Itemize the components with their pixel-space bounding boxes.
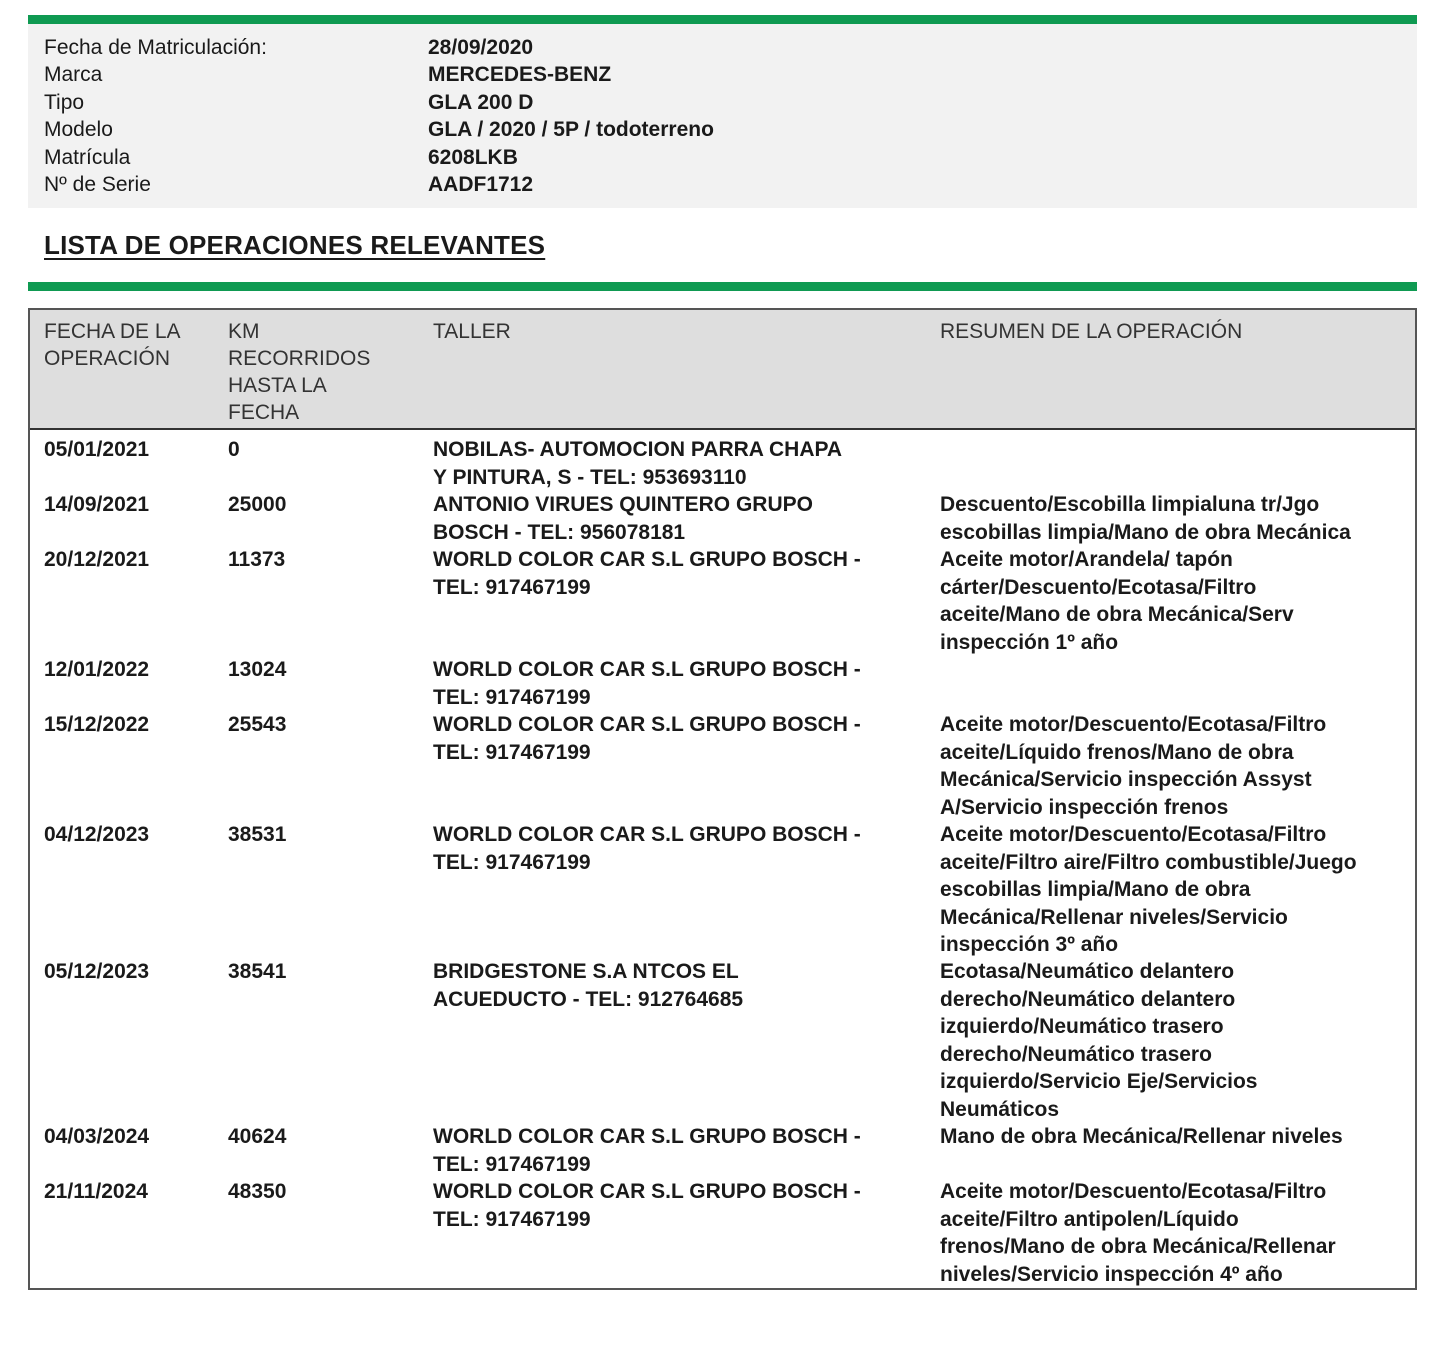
table-header [30, 310, 1415, 430]
cell-resumen-line: aceite/Filtro antipolen/Líquido [940, 1207, 1239, 1231]
cell-km-line: 38531 [228, 823, 287, 846]
cell-taller-line: BRIDGESTONE S.A NTCOS EL [433, 960, 739, 983]
cell-taller [433, 711, 923, 766]
operations-table [28, 308, 1417, 1290]
cell-resumen-line: A/Servicio inspección frenos [940, 795, 1229, 819]
cell-km-line: 48350 [228, 1180, 287, 1203]
cell-taller-line: TEL: 917467199 [433, 575, 591, 599]
cell-taller-line: WORLD COLOR CAR S.L GRUPO BOSCH - [433, 658, 861, 681]
header-resumen-line: RESUMEN DE LA OPERACIÓN [940, 320, 1243, 343]
cell-fecha-line: 14/09/2021 [44, 493, 150, 516]
header-km-line: RECORRIDOS [228, 347, 371, 370]
cell-taller-line: TEL: 917467199 [433, 685, 591, 709]
cell-resumen-line: Neumáticos [940, 1097, 1060, 1121]
field-label: Matrícula [44, 146, 131, 169]
cell-fecha-line: 12/01/2022 [44, 658, 150, 681]
cell-fecha-line: 04/03/2024 [44, 1125, 150, 1148]
header-fecha [44, 318, 181, 372]
field-label: Fecha de Matriculación: [44, 36, 267, 59]
cell-taller-line: ACUEDUCTO - TEL: 912764685 [433, 987, 744, 1011]
cell-taller-line: TEL: 917467199 [433, 850, 591, 874]
field-label: Nº de Serie [44, 173, 151, 196]
cell-taller-line: WORLD COLOR CAR S.L GRUPO BOSCH - [433, 713, 861, 736]
cell-fecha-line: 21/11/2024 [44, 1180, 148, 1203]
header-km-line: FECHA [228, 401, 300, 424]
header-taller-line: TALLER [433, 320, 511, 343]
cell-fecha-line: 05/01/2021 [44, 438, 150, 461]
cell-fecha [44, 821, 214, 849]
cell-km [228, 958, 418, 986]
cell-taller [433, 436, 923, 491]
cell-km [228, 711, 418, 739]
cell-resumen [940, 546, 1410, 656]
cell-resumen-line: derecho/Neumático delantero [940, 987, 1236, 1011]
cell-km [228, 491, 418, 519]
field-value: 6208LKB [428, 146, 518, 169]
field-value: MERCEDES-BENZ [428, 63, 612, 86]
cell-taller [433, 821, 923, 876]
cell-fecha [44, 1178, 214, 1206]
header-fecha-line: FECHA DE LA [44, 320, 181, 343]
cell-fecha-line: 05/12/2023 [44, 960, 150, 983]
cell-fecha [44, 491, 214, 519]
cell-taller-line: WORLD COLOR CAR S.L GRUPO BOSCH - [433, 1125, 861, 1148]
cell-resumen-line: Ecotasa/Neumático delantero [940, 960, 1235, 983]
cell-km-line: 13024 [228, 658, 287, 681]
header-km-line: KM [228, 320, 260, 343]
cell-km [228, 821, 418, 849]
cell-fecha [44, 546, 214, 574]
field-label: Modelo [44, 118, 113, 141]
field-value: GLA / 2020 / 5P / todoterreno [428, 118, 714, 141]
cell-resumen-line: Aceite motor/Descuento/Ecotasa/Filtro [940, 1180, 1327, 1203]
cell-resumen-line: frenos/Mano de obra Mecánica/Rellenar [940, 1235, 1336, 1258]
cell-taller [433, 656, 923, 711]
field-value: 28/09/2020 [428, 36, 534, 59]
cell-fecha-line: 04/12/2023 [44, 823, 150, 846]
cell-resumen-line: Mecánica/Rellenar niveles/Servicio [940, 905, 1288, 929]
cell-taller-line: WORLD COLOR CAR S.L GRUPO BOSCH - [433, 1180, 861, 1203]
cell-resumen [940, 491, 1410, 546]
cell-resumen-line: inspección 3º año [940, 933, 1119, 956]
cell-taller-line: ANTONIO VIRUES QUINTERO GRUPO [433, 493, 813, 516]
cell-km-line: 25000 [228, 493, 287, 516]
cell-taller-line: Y PINTURA, S - TEL: 953693110 [433, 465, 747, 489]
cell-taller-line: TEL: 917467199 [433, 1152, 591, 1176]
field-value: GLA 200 D [428, 91, 534, 114]
cell-resumen [940, 1123, 1410, 1151]
cell-km [228, 1178, 418, 1206]
cell-fecha [44, 656, 214, 684]
cell-taller-line: WORLD COLOR CAR S.L GRUPO BOSCH - [433, 823, 861, 846]
cell-taller [433, 1123, 923, 1178]
cell-resumen-line: aceite/Mano de obra Mecánica/Serv [940, 603, 1294, 626]
cell-taller-line: TEL: 917467199 [433, 1207, 591, 1231]
cell-km-line: 0 [228, 438, 240, 461]
header-km-line: HASTA LA [228, 374, 327, 397]
cell-resumen-line: Mano de obra Mecánica/Rellenar niveles [940, 1125, 1343, 1148]
cell-km-line: 40624 [228, 1125, 287, 1148]
cell-taller [433, 491, 923, 546]
cell-resumen [940, 1178, 1410, 1288]
cell-taller [433, 958, 923, 1013]
cell-km [228, 436, 418, 464]
cell-resumen [940, 711, 1410, 821]
cell-resumen-line: Aceite motor/Descuento/Ecotasa/Filtro [940, 713, 1327, 736]
cell-resumen-line: izquierdo/Servicio Eje/Servicios [940, 1070, 1258, 1093]
cell-km [228, 546, 418, 574]
cell-resumen-line: cárter/Descuento/Ecotasa/Filtro [940, 575, 1257, 599]
cell-resumen-line: escobillas limpia/Mano de obra Mecánica [940, 520, 1351, 544]
cell-km-line: 11373 [228, 548, 286, 571]
field-value: AADF1712 [428, 173, 534, 196]
cell-fecha-line: 20/12/2021 [44, 548, 150, 571]
cell-resumen-line: aceite/Líquido frenos/Mano de obra [940, 740, 1294, 764]
section-title: LISTA DE OPERACIONES RELEVANTES [44, 230, 546, 260]
cell-resumen-line: Descuento/Escobilla limpialuna tr/Jgo [940, 493, 1320, 516]
cell-fecha [44, 1123, 214, 1151]
cell-taller [433, 1178, 923, 1233]
cell-resumen-line: Aceite motor/Descuento/Ecotasa/Filtro [940, 823, 1327, 846]
cell-km-line: 38541 [228, 960, 287, 983]
header-resumen [940, 318, 1242, 345]
cell-resumen-line: derecho/Neumático trasero [940, 1042, 1212, 1066]
cell-resumen-line: Mecánica/Servicio inspección Assyst [940, 768, 1312, 791]
header-km [228, 318, 370, 426]
cell-resumen-line: escobillas limpia/Mano de obra [940, 878, 1251, 901]
header-taller [433, 318, 511, 345]
cell-resumen-line: niveles/Servicio inspección 4º año [940, 1262, 1283, 1286]
cell-resumen-line: inspección 1º año [940, 630, 1119, 654]
cell-fecha [44, 711, 214, 739]
cell-resumen [940, 821, 1410, 959]
cell-km-line: 25543 [228, 713, 287, 736]
cell-km [228, 1123, 418, 1151]
cell-taller [433, 546, 923, 601]
cell-taller-line: BOSCH - TEL: 956078181 [433, 520, 686, 544]
cell-fecha-line: 15/12/2022 [44, 713, 150, 736]
cell-taller-line: WORLD COLOR CAR S.L GRUPO BOSCH - [433, 548, 861, 571]
top-accent-bar [28, 15, 1417, 24]
cell-resumen-line: aceite/Filtro aire/Filtro combustible/Juego [940, 850, 1357, 874]
section-accent-bar [28, 282, 1417, 291]
field-label: Tipo [44, 91, 85, 114]
field-label: Marca [44, 63, 103, 86]
cell-fecha [44, 958, 214, 986]
cell-resumen-line: Aceite motor/Arandela/ tapón [940, 548, 1233, 571]
cell-taller-line: NOBILAS- AUTOMOCION PARRA CHAPA [433, 438, 843, 461]
cell-taller-line: TEL: 917467199 [433, 740, 591, 764]
vehicle-info-box [28, 24, 1417, 208]
cell-km [228, 656, 418, 684]
cell-resumen-line: izquierdo/Neumático trasero [940, 1015, 1224, 1038]
cell-resumen [940, 958, 1410, 1123]
cell-fecha [44, 436, 214, 464]
header-fecha-line: OPERACIÓN [44, 347, 171, 370]
